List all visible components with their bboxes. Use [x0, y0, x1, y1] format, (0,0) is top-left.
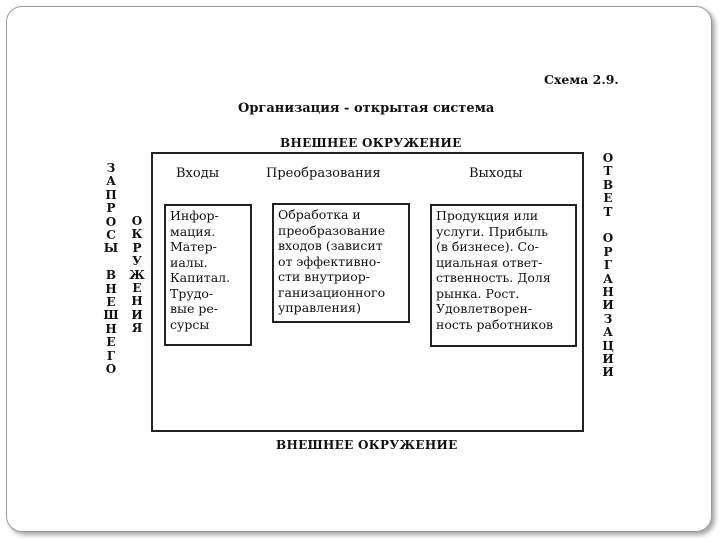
- inputs-box: Инфор- мация. Матер- иалы. Капитал. Трудо- вые ре- сурсы: [164, 204, 252, 346]
- environment-label-top: ВНЕШНЕЕ ОКРУЖЕНИЕ: [280, 136, 462, 150]
- organization-response-label: О Т В Е Т О Р Г А Н И З А Ц И И: [602, 151, 614, 380]
- inputs-header: Входы: [176, 166, 220, 181]
- environment-vertical-label: О К Р У Ж Е Н И Я: [129, 214, 145, 336]
- transformation-header: Преобразования: [266, 166, 381, 181]
- outputs-box: Продукция или услуги. Прибыль (в бизнесе). Со- циальная ответ- ственность. Доля рынка. Рост. Удовлетворен- ность работников: [430, 204, 577, 347]
- transformation-box: Обработка и преобразование входов (зависит от эффективно- сти внутриор- ганизационного управления): [272, 203, 410, 323]
- external-requests-label: З А П Р О С Ы В Н Е Ш Н Е Г О: [103, 161, 119, 377]
- scheme-label: Схема 2.9.: [544, 72, 619, 87]
- outputs-header: Выходы: [469, 166, 523, 181]
- diagram-title: Организация - открытая система: [238, 101, 495, 116]
- environment-label-bottom: ВНЕШНЕЕ ОКРУЖЕНИЕ: [276, 438, 458, 452]
